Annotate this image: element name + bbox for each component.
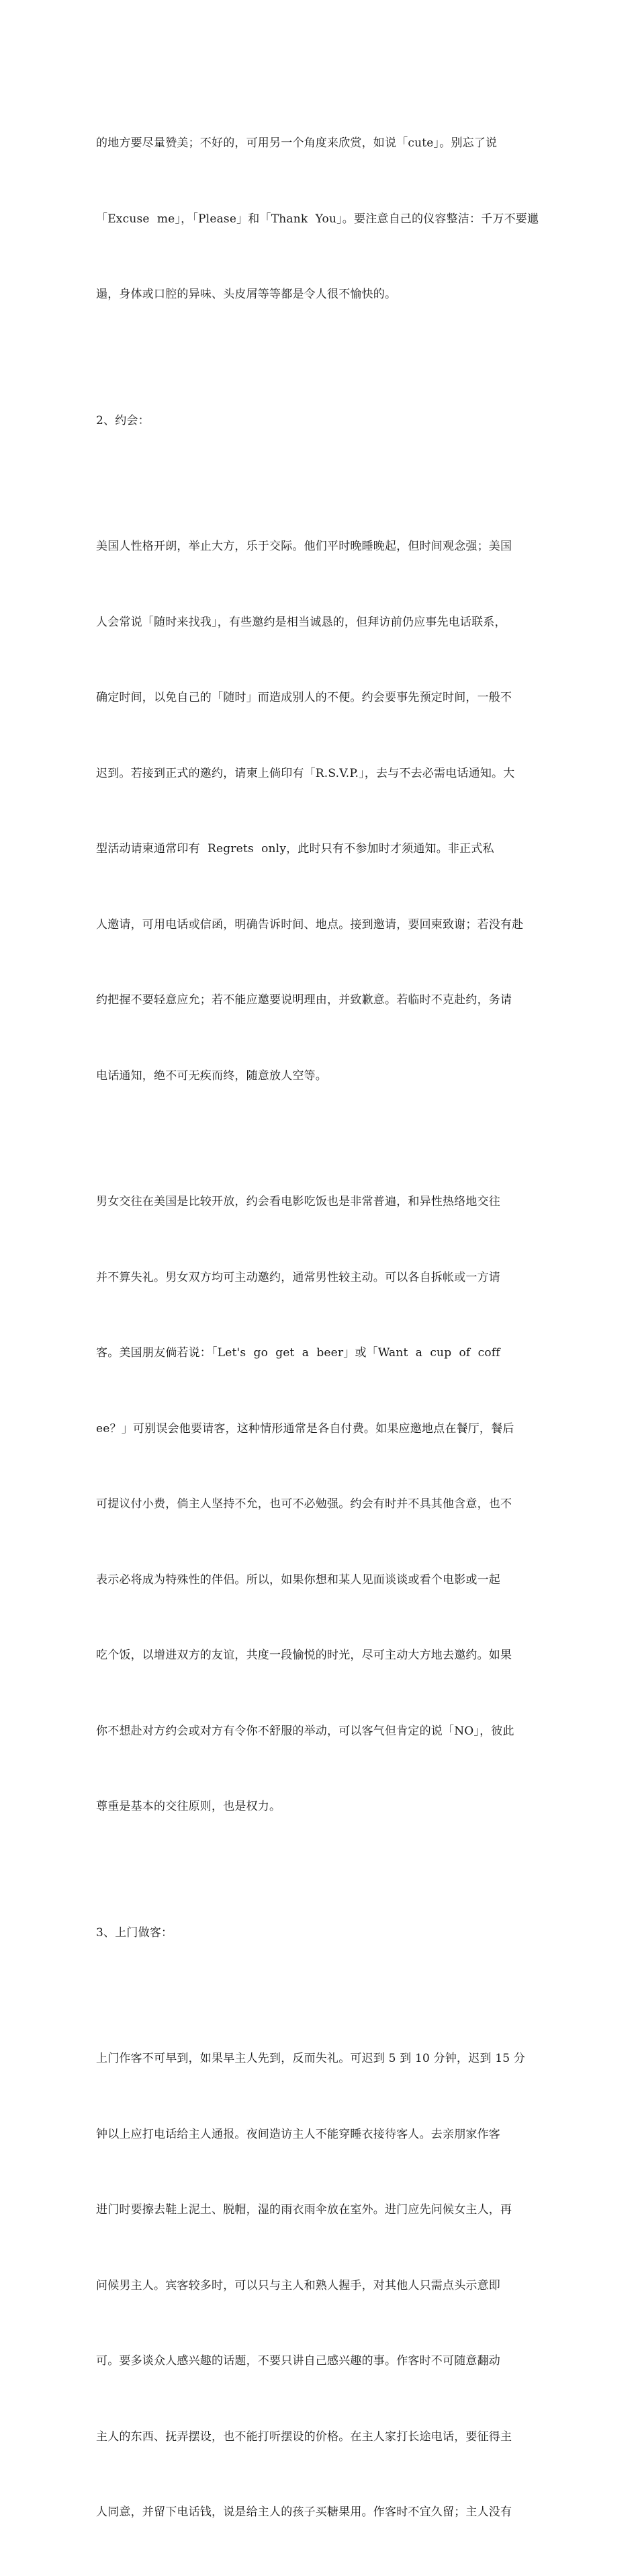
text-line: 客。美国朋友倘若说：「Let's go get a beer」或「Want a cup of coff bbox=[96, 1346, 500, 1360]
paragraph-dating-2 bbox=[96, 1139, 542, 1870]
text-line: 的地方要尽量赞美；不好的，可用另一个角度来欣赏，如说「cute」。别忘了说 bbox=[96, 136, 498, 150]
text-line: 进门时要擦去鞋上泥土、脱帽，湿的雨衣雨伞放在室外。进门应先问候女主人，再 bbox=[96, 2203, 512, 2216]
paragraph-dating-1 bbox=[96, 484, 542, 1139]
text-line: 人邀请，可用电话或信函，明确告诉时间、地点。接到邀请，要回柬致谢；若没有赴 bbox=[96, 917, 524, 931]
section-heading-dating bbox=[96, 358, 542, 485]
text-line: 遢，身体或口腔的异味、头皮屑等等都是令人很不愉快的。 bbox=[96, 288, 397, 301]
text-line: 确定时间，以免自己的「随时」而造成别人的不便。约会要事先预定时间，一般不 bbox=[96, 691, 512, 704]
heading-text: 2、约会： bbox=[96, 413, 150, 427]
text-line: 美国人性格开朗，举止大方，乐于交际。他们平时晚睡晚起，但时间观念强；美国 bbox=[96, 540, 512, 553]
text-line: 「Excuse me」，「Please」和「Thank You」。要注意自己的仪容整洁：千万不要邋 bbox=[96, 212, 539, 226]
heading-text: 3、上门做客： bbox=[96, 1925, 173, 1940]
text-line: 型活动请柬通常印有 Regrets only，此时只有不参加时才须通知。非正式私 bbox=[96, 842, 494, 856]
text-line: 男女交往在美国是比较开放，约会看电影吃饭也是非常普遍，和异性热络地交往 bbox=[96, 1195, 500, 1208]
text-line: 并不算失礼。男女双方均可主动邀约，通常男性较主动。可以各自拆帐或一方请 bbox=[96, 1270, 500, 1284]
text-line: 人会常说「随时来找我」，有些邀约是相当诚恳的，但拜访前仍应事先电话联系， bbox=[96, 615, 506, 629]
text-line: 问候男主人。宾客较多时，可以只与主人和熟人握手，对其他人只需点头示意即 bbox=[96, 2278, 500, 2292]
text-line: 尊重是基本的交往原则，也是权力。 bbox=[96, 1800, 281, 1813]
text-line: 迟到。若接到正式的邀约，请柬上倘印有「R.S.V.P.」，去与不去必需电话通知。大 bbox=[96, 766, 515, 780]
text-line: 上门作客不可早到，如果早主人先到，反而失礼。可迟到 5 到 10 分钟，迟到 15 分 bbox=[96, 2052, 526, 2065]
paragraph-intro-end bbox=[96, 81, 542, 358]
text-line: 约把握不要轻意应允；若不能应邀要说明理由，并致歉意。若临时不克赴约，务请 bbox=[96, 993, 512, 1007]
text-line: 你不想赴对方约会或对方有令你不舒服的举动，可以客气但肯定的说「NO」，彼此 bbox=[96, 1724, 514, 1738]
paragraph-visiting bbox=[96, 1996, 542, 2576]
text-line: ee？」可别误会他要请客，这种情形通常是各自付费。如果应邀地点在餐厅，餐后 bbox=[96, 1421, 514, 1436]
text-line: 吃个饭，以增进双方的友谊，共度一段愉悦的时光，尽可主动大方地去邀约。如果 bbox=[96, 1649, 512, 1662]
text-line: 钟以上应打电话给主人通报。夜间造访主人不能穿睡衣接待客人。去亲朋家作客 bbox=[96, 2127, 500, 2141]
text-line: 电话通知，绝不可无疾而终，随意放人空等。 bbox=[96, 1069, 327, 1083]
text-line: 人同意，并留下电话钱，说是给主人的孩子买糖果用。作客时不宜久留；主人没有 bbox=[96, 2505, 512, 2519]
section-heading-visiting bbox=[96, 1870, 542, 1997]
text-line: 表示必将成为特殊性的伴侣。所以，如果你想和某人见面谈谈或看个电影或一起 bbox=[96, 1573, 500, 1587]
text-line: 可。要多谈众人感兴趣的话题，不要只讲自己感兴趣的事。作客时不可随意翻动 bbox=[96, 2354, 500, 2368]
text-line: 可提议付小费，倘主人坚持不允，也可不必勉强。约会有时并不具其他含意，也不 bbox=[96, 1497, 512, 1511]
text-line: 主人的东西、抚弄摆设，也不能打听摆设的价格。在主人家打长途电话，要征得主 bbox=[96, 2429, 512, 2444]
document-page bbox=[96, 81, 542, 2576]
